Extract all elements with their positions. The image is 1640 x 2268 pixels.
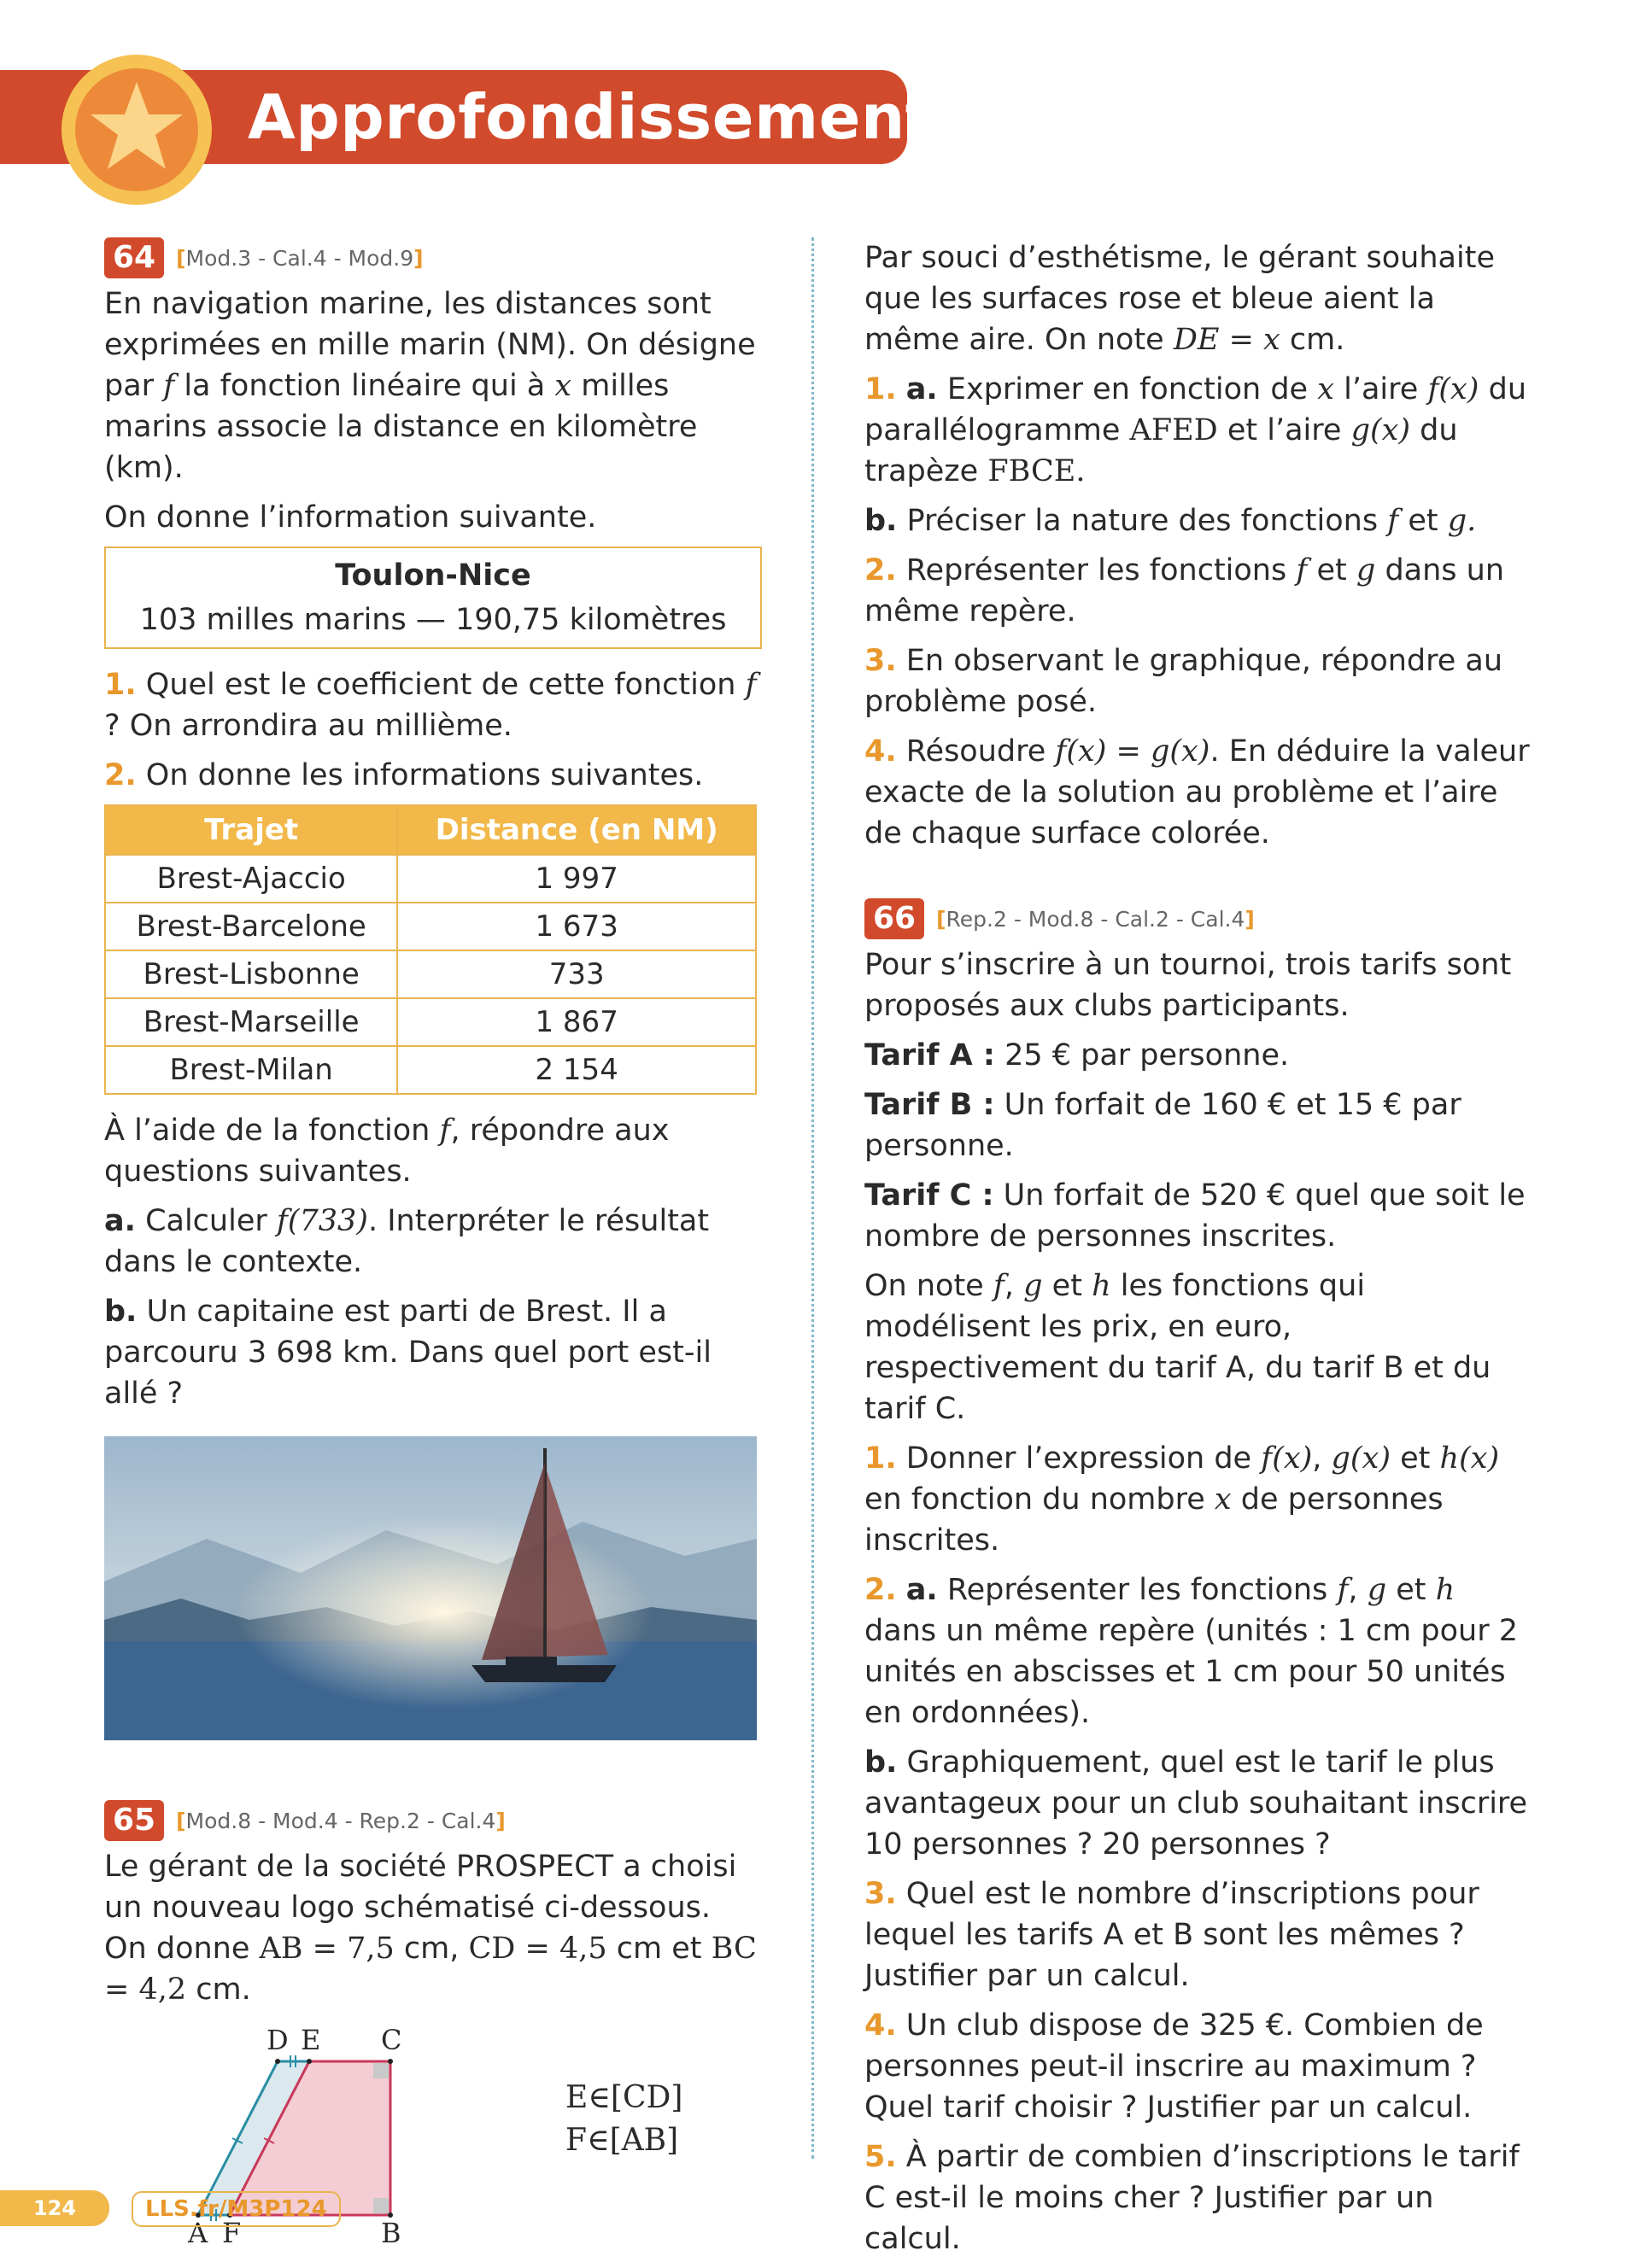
table-cell: Brest-Milan (105, 1046, 397, 1094)
exercise-tags: [Rep.2 - Mod.8 - Cal.2 - Cal.4] (936, 906, 1255, 932)
info-box-toulon-nice (104, 547, 762, 649)
ex65-intro: Le gérant de la société PROSPECT a choisi un nouveau logo schématisé ci-dessous. On donne AB = 7,5 cm, CD = 4,5 cm et BC = 4,2 cm. (104, 1850, 757, 2007)
ex64-question-1: 1. Quel est le coefficient de cette fonction f ? On arrondira au millième. (104, 668, 757, 743)
ex66-tarif-c: Tarif C : Un forfait de 520 € quel que soit le nombre de personnes inscrites. (864, 1178, 1526, 1254)
table-row (105, 855, 756, 903)
table-cell: 2 154 (397, 1046, 756, 1094)
ex66-question-5: 5. À partir de combien d’inscriptions le tarif C est-il le moins cher ? Justifier par un calcul. (864, 2140, 1520, 2256)
ex66-tarif-b: Tarif B : Un forfait de 160 € et 15 € par personne. (864, 1088, 1461, 1163)
ex64-question-b: b. Un capitaine est parti de Brest. Il a parcouru 3 698 km. Dans quel port est-il allé ? (104, 1295, 712, 1411)
table-cell: Brest-Ajaccio (105, 855, 397, 903)
exercise-number: 65 (104, 1800, 164, 1841)
ex64-help: À l’aide de la fonction f, répondre aux questions suivantes. (104, 1114, 670, 1189)
table-header-trajet: Trajet (105, 805, 397, 855)
ex64-intro-info: On donne l’information suivante. (104, 500, 597, 535)
exercise-65-header (104, 1800, 762, 1841)
table-cell: 1 867 (397, 998, 756, 1046)
point-label-a: A (188, 2217, 208, 2249)
exercise-tags: [Mod.3 - Cal.4 - Mod.9] (176, 245, 424, 271)
ex65-question-2: 2. Représenter les fonctions f et g dans un même repère. (864, 553, 1505, 628)
sailboat-photo (104, 1436, 757, 1740)
exercise-66-header (864, 898, 1531, 939)
ex66-intro: Pour s’inscrire à un tournoi, trois tarifs sont proposés aux clubs participants. (864, 948, 1512, 1023)
ex66-tarif-a: Tarif A : 25 € par personne. (864, 1038, 1290, 1073)
info-box-title: Toulon-Nice (335, 558, 531, 593)
table-row (105, 998, 756, 1046)
page-title: Approfondissement (248, 81, 935, 153)
ex66-question-2a: 2. a. Représenter les fonctions f, g et h dans un même repère (unités : 1 cm pour 2 unités en abscisses et 1 cm pour 50 unités en ordonnées). (864, 1573, 1518, 1730)
ex66-note: On note f, g et h les fonctions qui modélisent les prix, en euro, respectivement du tarif A, du tarif B et du tarif C. (864, 1269, 1491, 1426)
column-divider (811, 237, 814, 2159)
ex66-question-4: 4. Un club dispose de 325 €. Combien de personnes peut-il inscrire au maximum ? Quel tarif choisir ? Justifier par un calcul. (864, 2008, 1484, 2125)
table-cell: 733 (397, 950, 756, 998)
point-label-e: E (301, 2024, 321, 2056)
ex66-question-1: 1. Donner l’expression de f(x), g(x) et h(x) en fonction du nombre x de personnes inscrites. (864, 1441, 1500, 1558)
exercise-64-header (104, 237, 762, 278)
ex65-question-1a: 1. a. Exprimer en fonction de x l’aire f(x) du parallélogramme AFED et l’aire g(x) du trapèze FBCE. (864, 372, 1527, 488)
table-cell: Brest-Lisbonne (105, 950, 397, 998)
exercise-number: 66 (864, 898, 924, 939)
table-cell: 1 997 (397, 855, 756, 903)
left-column (104, 237, 762, 2249)
info-box-value: 103 milles marins — 190,75 kilomètres (139, 603, 727, 637)
point-label-c: C (381, 2024, 402, 2056)
ex64-question-a: a. Calculer f(733). Interpréter le résultat dans le contexte. (104, 1204, 710, 1279)
star-icon (60, 53, 214, 207)
table-header-distance: Distance (en NM) (397, 805, 756, 855)
point-label-b: B (381, 2217, 401, 2249)
ex65-question-3: 3. En observant le graphique, répondre au problème posé. (864, 644, 1503, 719)
table-row (105, 903, 756, 950)
ex66-question-2b: b. Graphiquement, quel est le tarif le plus avantageux pour un club souhaitant inscrire 10 personnes ? 20 personnes ? (864, 1745, 1528, 1862)
table-cell: 1 673 (397, 903, 756, 950)
point-label-f: F (222, 2217, 242, 2249)
condition-e-on-cd: E∈[CD] (565, 2080, 683, 2115)
exercise-number: 64 (104, 237, 164, 278)
table-row (105, 1046, 756, 1094)
ex64-question-2: 2. On donne les informations suivantes. (104, 758, 704, 792)
table-cell: Brest-Barcelone (105, 903, 397, 950)
lls-link[interactable]: LLS.fr/M3P124 (132, 2191, 341, 2227)
exercise-tags: [Mod.8 - Mod.4 - Rep.2 - Cal.4] (176, 1808, 506, 1833)
ex65-question-1b: b. Préciser la nature des fonctions f et g. (864, 504, 1477, 538)
ex66-question-3: 3. Quel est le nombre d’inscriptions pour lequel les tarifs A et B sont les mêmes ? Justifier par un calcul. (864, 1877, 1479, 1993)
distance-table (104, 804, 757, 1095)
table-cell: Brest-Marseille (105, 998, 397, 1046)
table-row (105, 950, 756, 998)
condition-f-on-ab: F∈[AB] (565, 2123, 679, 2158)
ex64-intro: En navigation marine, les distances sont exprimées en mille marin (NM). On désigne par f la fonction linéaire qui à x milles marins associe la distance en kilomètre (km). (104, 287, 756, 485)
point-label-d: D (266, 2024, 289, 2056)
page-number: 124 (0, 2190, 109, 2226)
right-column (864, 237, 1531, 2268)
ex65-question-4: 4. Résoudre f(x) = g(x). En déduire la valeur exacte de la solution au problème et l’aire de chaque surface colorée. (864, 734, 1530, 850)
ex65-continued: Par souci d’esthétisme, le gérant souhaite que les surfaces rose et bleue aient la même aire. On note DE = x cm. (864, 241, 1495, 357)
